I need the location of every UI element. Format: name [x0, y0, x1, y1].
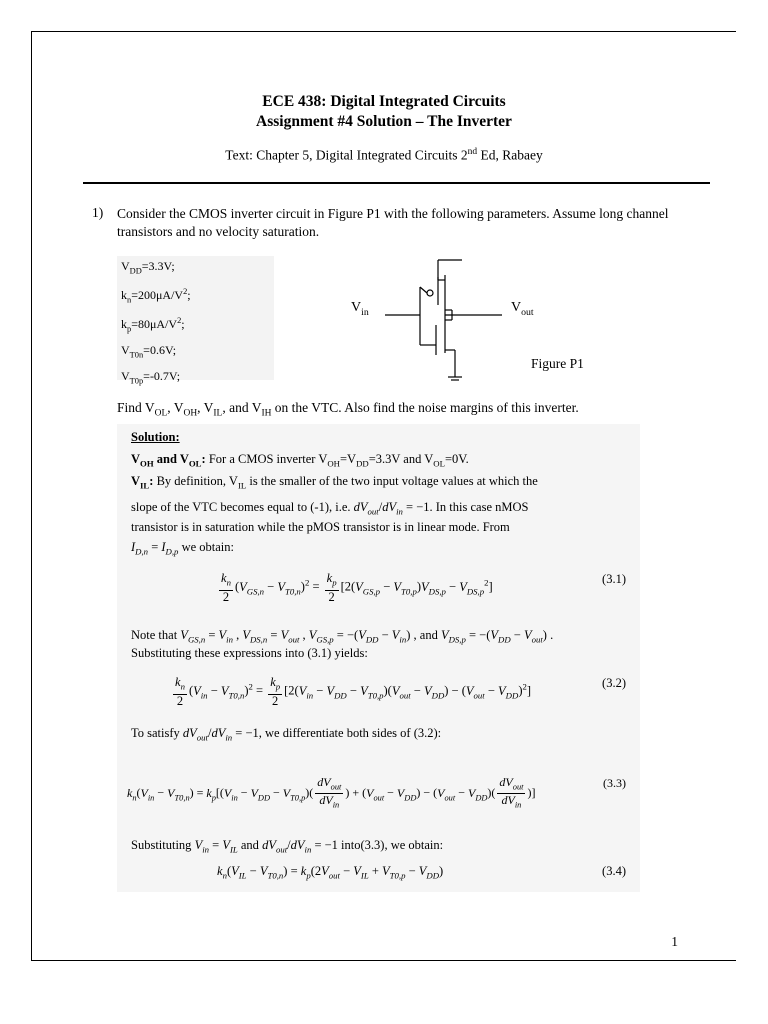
figure-caption: Figure P1 [531, 356, 584, 371]
page-number: 1 [671, 934, 678, 949]
cmos-inverter-diagram [380, 255, 510, 385]
find-instruction: Find $V_{OL}$, $V_{OH}$, $V_{IL}$, and $V_{IH}$ on the VTC. Also find the noise margins of this inverter. [117, 400, 579, 419]
question-number: 1) [92, 205, 104, 220]
title-line-1: ECE 438: Digital Integrated Circuits [262, 93, 506, 110]
vout-label: $V_{out}$ [511, 300, 534, 318]
parameter-list: $V_{DD}=3.3V$; $k_n=200\mu A/V^2$; $k_p=80\mu A/V^2$; $V_{T0n}=0.6V$; $V_{T0p}=-0.7V$; [117, 256, 274, 380]
question-text: Consider the CMOS inverter circuit in Figure P1 with the following parameters. Assume long channel transistors and no velocity saturation. [117, 206, 669, 239]
solution-image: Solution: $V_{OH}$ and $V_{OL}$: For a CMOS inverter $V_{OH}=V_{DD}=3.3V$ and $V_{OL}=0V$. $V_{IL}$: By definition, $V_{IL}$ is the smaller of the two input voltage values at which the slope of the VTC becomes equal to (-1), i.e. $dV_{out}/dV_{in} = -1$. In this case nMOS transistor is in saturation while the pMOS transistor is in linear mode. From $I_{D,n} = I_{D,p}$ we obtain: $\frac{k_n}{2}$ $(V_{GS,n} - V_{T0,n})^2$ = $\frac{k_p}{2}$ $[2(V_{GS,p} - V_{T0,p})V_{DS,p} - V_{DS,p}^2]$ (3.1) Note that $V_{GS,n} = V_{in}$ , $V_{DS,n} = V_{out}$ , $V_{GS,p} = -(V_{DD} - V_{in})$ , and $V_{DS,p} = -(V_{DD} - V_{out})$ . Substituting these expressions into (3.1) yields: $\frac{k_n}{2}$ $(V_{in} - V_{T0,n})^2$ = $\frac{k_p}{2}$ $[2(V_{in} - V_{DD} - V_{T0,p})(V_{out} - V_{DD}) - (V_{out} - V_{DD})^2]$ (3.2) To satisfy $dV_{out}/dV_{in} = -1$, we differentiate both sides of (3.2): $k_n(V_{in} - V_{T0,n}) = k_p[(V_{in} - V_{DD} - V_{T0,p})$( $\frac{dV_{out}}{dV_{in}}$ ) + $(V_{out} - V_{DD}) - (V_{out} - V_{DD})$( $\frac{dV_{out}}{dV_{in}}$ )] (3.3) Substituting $V_{in} = V_{IL}$ and $dV_{out}/dV_{in} = -1$ into(3.3), we obtain: $k_n(V_{IL} - V_{T0,n}) = k_p(2V_{out} - V_{IL} + V_{T0,p} - V_{DD})$ (3.4) [117, 424, 640, 892]
title-line-2: Assignment #4 Solution – The Inverter [256, 113, 512, 130]
text-reference: Text: Chapter 5, Digital Integrated Circuits 2nd Ed, Rabaey [225, 147, 543, 163]
vin-label: $V_{in}$ [351, 300, 369, 318]
header-rule [83, 182, 710, 184]
